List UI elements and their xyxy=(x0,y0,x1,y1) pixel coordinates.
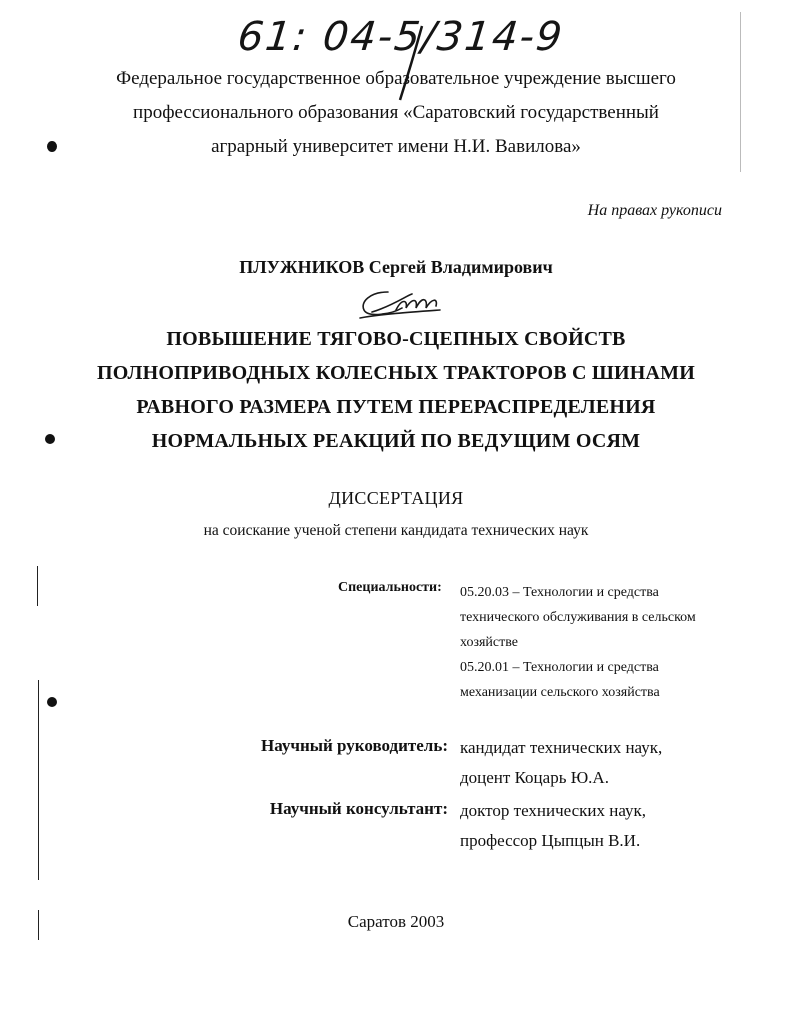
institution-line-3: аграрный университет имени Н.И. Вавилова» xyxy=(211,136,581,157)
consultant-degree: доктор технических наук, xyxy=(460,801,647,820)
specialty-line: хозяйстве xyxy=(460,635,519,650)
specialty-line: 05.20.01 – Технологии и средства xyxy=(460,660,659,675)
signature-icon xyxy=(352,284,444,326)
supervisor-degree: кандидат технических наук, xyxy=(460,738,663,757)
specialty-line: механизации сельского хозяйства xyxy=(460,685,660,700)
supervisor-name: доцент Коцарь Ю.А. xyxy=(460,768,609,787)
institution-block xyxy=(0,62,792,164)
punch-hole-mark xyxy=(45,434,55,444)
degree-line: на соискание ученой степени кандидата технических наук xyxy=(203,522,589,539)
specialties-list xyxy=(460,580,740,705)
consultant-name: профессор Цыпцын В.И. xyxy=(460,831,641,850)
title-line-2: ПОЛНОПРИВОДНЫХ КОЛЕСНЫХ ТРАКТОРОВ С ШИНАМИ xyxy=(96,362,696,384)
title-line-3: РАВНОГО РАЗМЕРА ПУТЕМ ПЕРЕРАСПРЕДЕЛЕНИЯ xyxy=(136,396,656,418)
institution-line-2: профессионального образования «Саратовский государственный xyxy=(133,102,659,123)
punch-hole-mark xyxy=(47,141,57,152)
dissertation-title xyxy=(0,322,792,458)
title-line-1: ПОВЫШЕНИЕ ТЯГОВО-СЦЕПНЫХ СВОЙСТВ xyxy=(166,328,626,350)
scan-edge-line xyxy=(38,680,39,880)
punch-hole-mark xyxy=(47,697,57,707)
specialty-line: технического обслуживания в сельском xyxy=(460,610,696,625)
supervisor-label: Научный руководитель: xyxy=(261,736,448,755)
city-year: Саратов 2003 xyxy=(347,912,445,931)
specialty-line: 05.20.03 – Технологии и средства xyxy=(460,585,659,600)
scan-edge-line xyxy=(38,910,39,940)
scan-edge-line xyxy=(740,12,741,172)
institution-line-1: Федеральное государственное образовательное учреждение высшего xyxy=(116,68,676,89)
scan-edge-line xyxy=(37,566,38,606)
supervisor-info xyxy=(460,733,662,793)
handwritten-shelf-code: 61: 04-5/314-9 xyxy=(235,14,566,60)
title-line-4: НОРМАЛЬНЫХ РЕАКЦИЙ ПО ВЕДУЩИМ ОСЯМ xyxy=(151,430,641,452)
author-name: ПЛУЖНИКОВ Сергей Владимирович xyxy=(239,257,553,277)
rights-note: На правах рукописи xyxy=(587,202,722,219)
consultant-info xyxy=(460,796,646,856)
consultant-label: Научный консультант: xyxy=(269,799,448,818)
document-type: ДИССЕРТАЦИЯ xyxy=(328,488,464,508)
specialties-label: Специальности: xyxy=(338,580,442,595)
